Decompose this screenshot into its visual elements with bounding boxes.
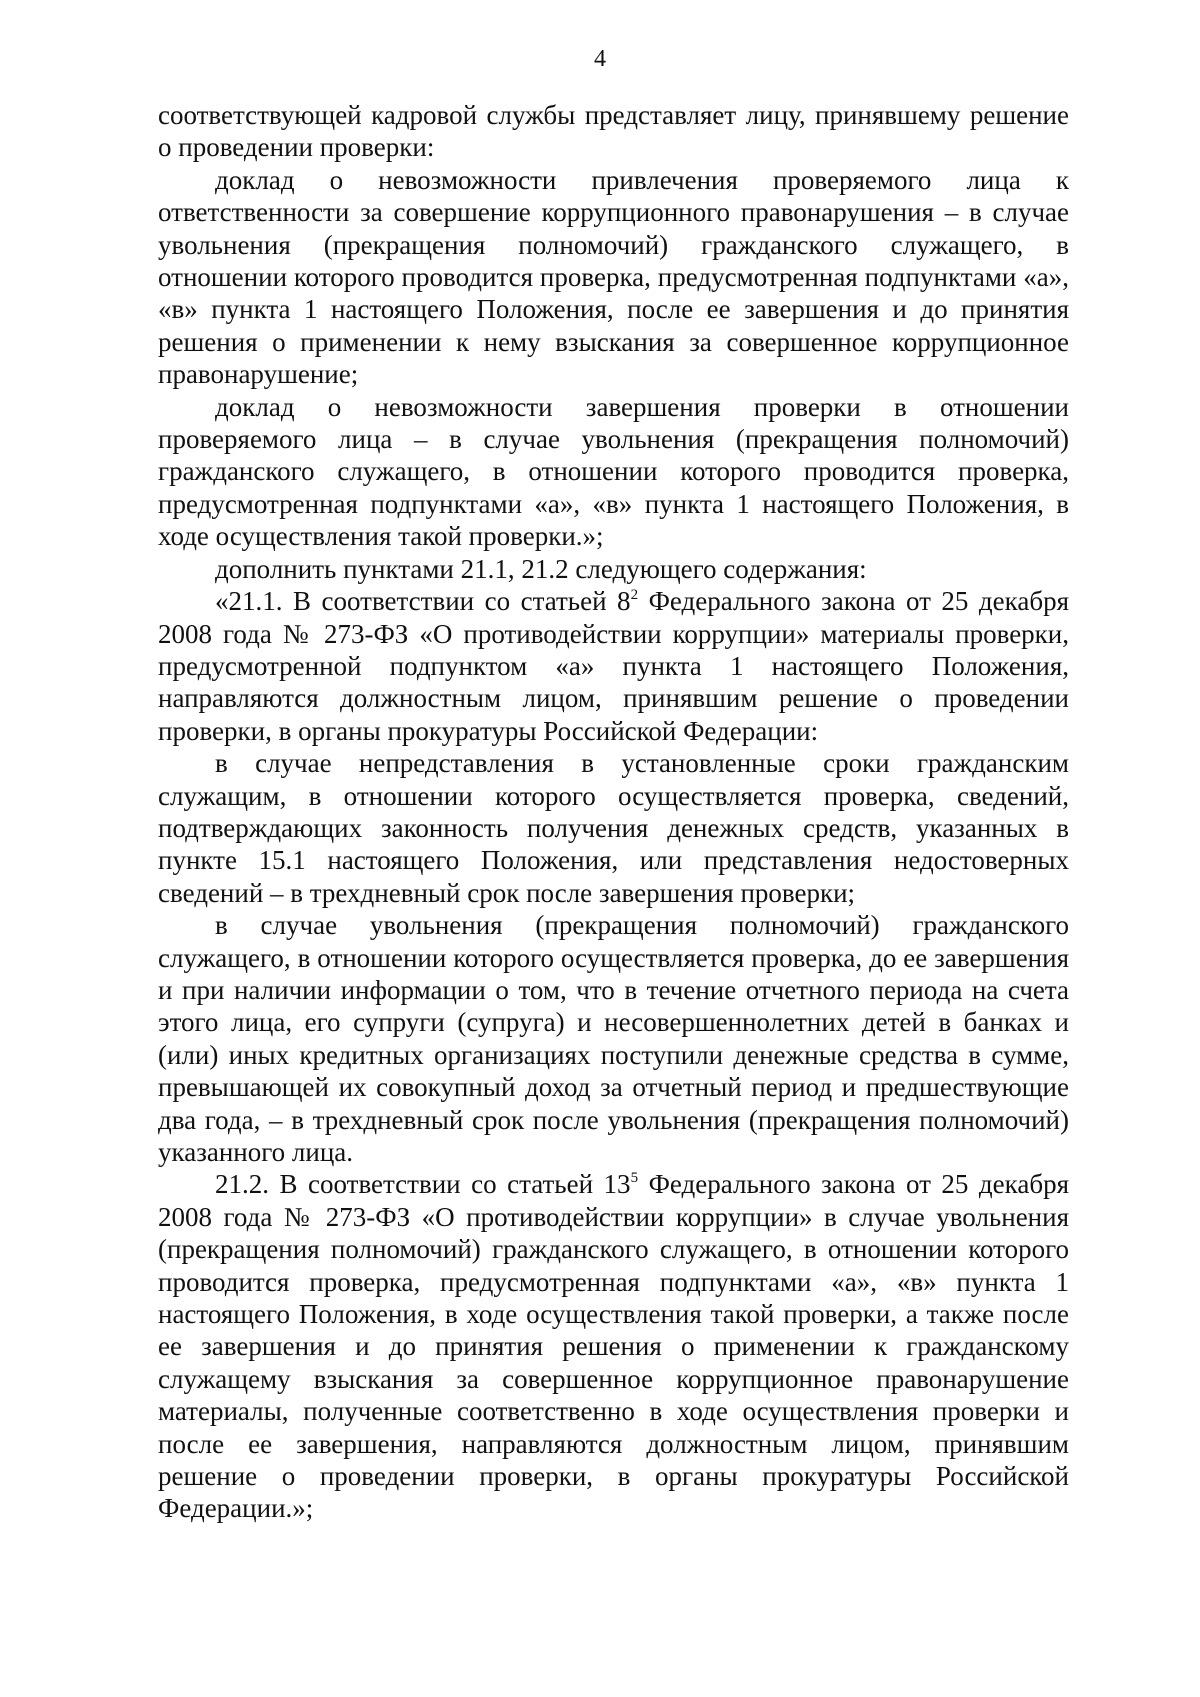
superscript: 5: [630, 1170, 639, 1187]
paragraph-clause-21-2: [158, 1168, 1069, 1524]
paragraph: соответствующей кадровой службы представляет лицу, принявшему решение о проведении проверки:: [158, 100, 1069, 163]
paragraph: доклад о невозможности завершения проверки в отношении проверяемого лица – в случае увольнения (прекращения полномочий) гражданского служащего, в отношении которого проводится проверка, предусмотренная подпунктами «а», «в» пункта 1 настоящего Положения, в ходе осуществления такой проверки.»;: [158, 391, 1069, 552]
document-body: [158, 99, 1069, 1525]
clause-text-start: 21.2. В соответствии со статьей 13: [215, 1169, 631, 1200]
paragraph-clause-21-1: [158, 585, 1069, 747]
paragraph: в случае непредставления в установленные сроки гражданским служащим, в отношении которого осуществляется проверка, сведений, подтверждающих законность получения денежных средств, указанных в пункте 15.1 настоящего Положения, или представления недостоверных сведений – в трехдневный срок после завершения проверки;: [158, 748, 1069, 908]
paragraph: в случае увольнения (прекращения полномочий) гражданского служащего, в отношении которого осуществляется проверка, до ее завершения и при наличии информации о том, что в течение отчетного периода на счета этого лица, его супруги (супруга) и несовершеннолетних детей в банках и (или) иных кредитных организациях поступили денежные средства в сумме, превышающей их совокупный доход за отчетный период и предшествующие два года, – в трехдневный срок после увольнения (прекращения полномочий) указанного лица.: [158, 910, 1069, 1167]
paragraph: дополнить пунктами 21.1, 21.2 следующего содержания:: [215, 553, 867, 584]
clause-text-rest: Федерального закона от 25 декабря 2008 года № 273-ФЗ «О противодействии коррупции» материалы проверки, предусмотренной подпунктом «а» пункта 1 настоящего Положения, направляются должностным лицом, принявшим решение о проведении проверки, в органы прокуратуры Российской Федерации:: [158, 586, 1069, 746]
clause-text-start: «21.1. В соответствии со статьей 8: [215, 586, 631, 617]
clause-text-rest: Федерального закона от 25 декабря 2008 года № 273-ФЗ «О противодействии коррупции» в случае увольнения (прекращения полномочий) гражданского служащего, в отношении которого проводится проверка, предусмотренная подпунктами «а», «в» пункта 1 настоящего Положения, в ходе осуществления такой проверки, а также после ее завершения и до принятия решения о применении к гражданскому служащему взыскания за совершенное коррупционное правонарушение материалы, полученные соответственно в ходе осуществления проверки и после ее завершения, направляются должностным лицом, принявшим решение о проведении проверки, в органы прокуратуры Российской Федерации.»;: [158, 1169, 1069, 1524]
page-number: 4: [594, 46, 606, 72]
superscript: 2: [630, 587, 639, 604]
paragraph: доклад о невозможности привлечения проверяемого лица к ответственности за совершение коррупционного правонарушения – в случае увольнения (прекращения полномочий) гражданского служащего, в отношении которого проводится проверка, предусмотренная подпунктами «а», «в» пункта 1 настоящего Положения, после ее завершения и до принятия решения о применении к нему взыскания за совершенное коррупционное правонарушение;: [158, 164, 1069, 390]
